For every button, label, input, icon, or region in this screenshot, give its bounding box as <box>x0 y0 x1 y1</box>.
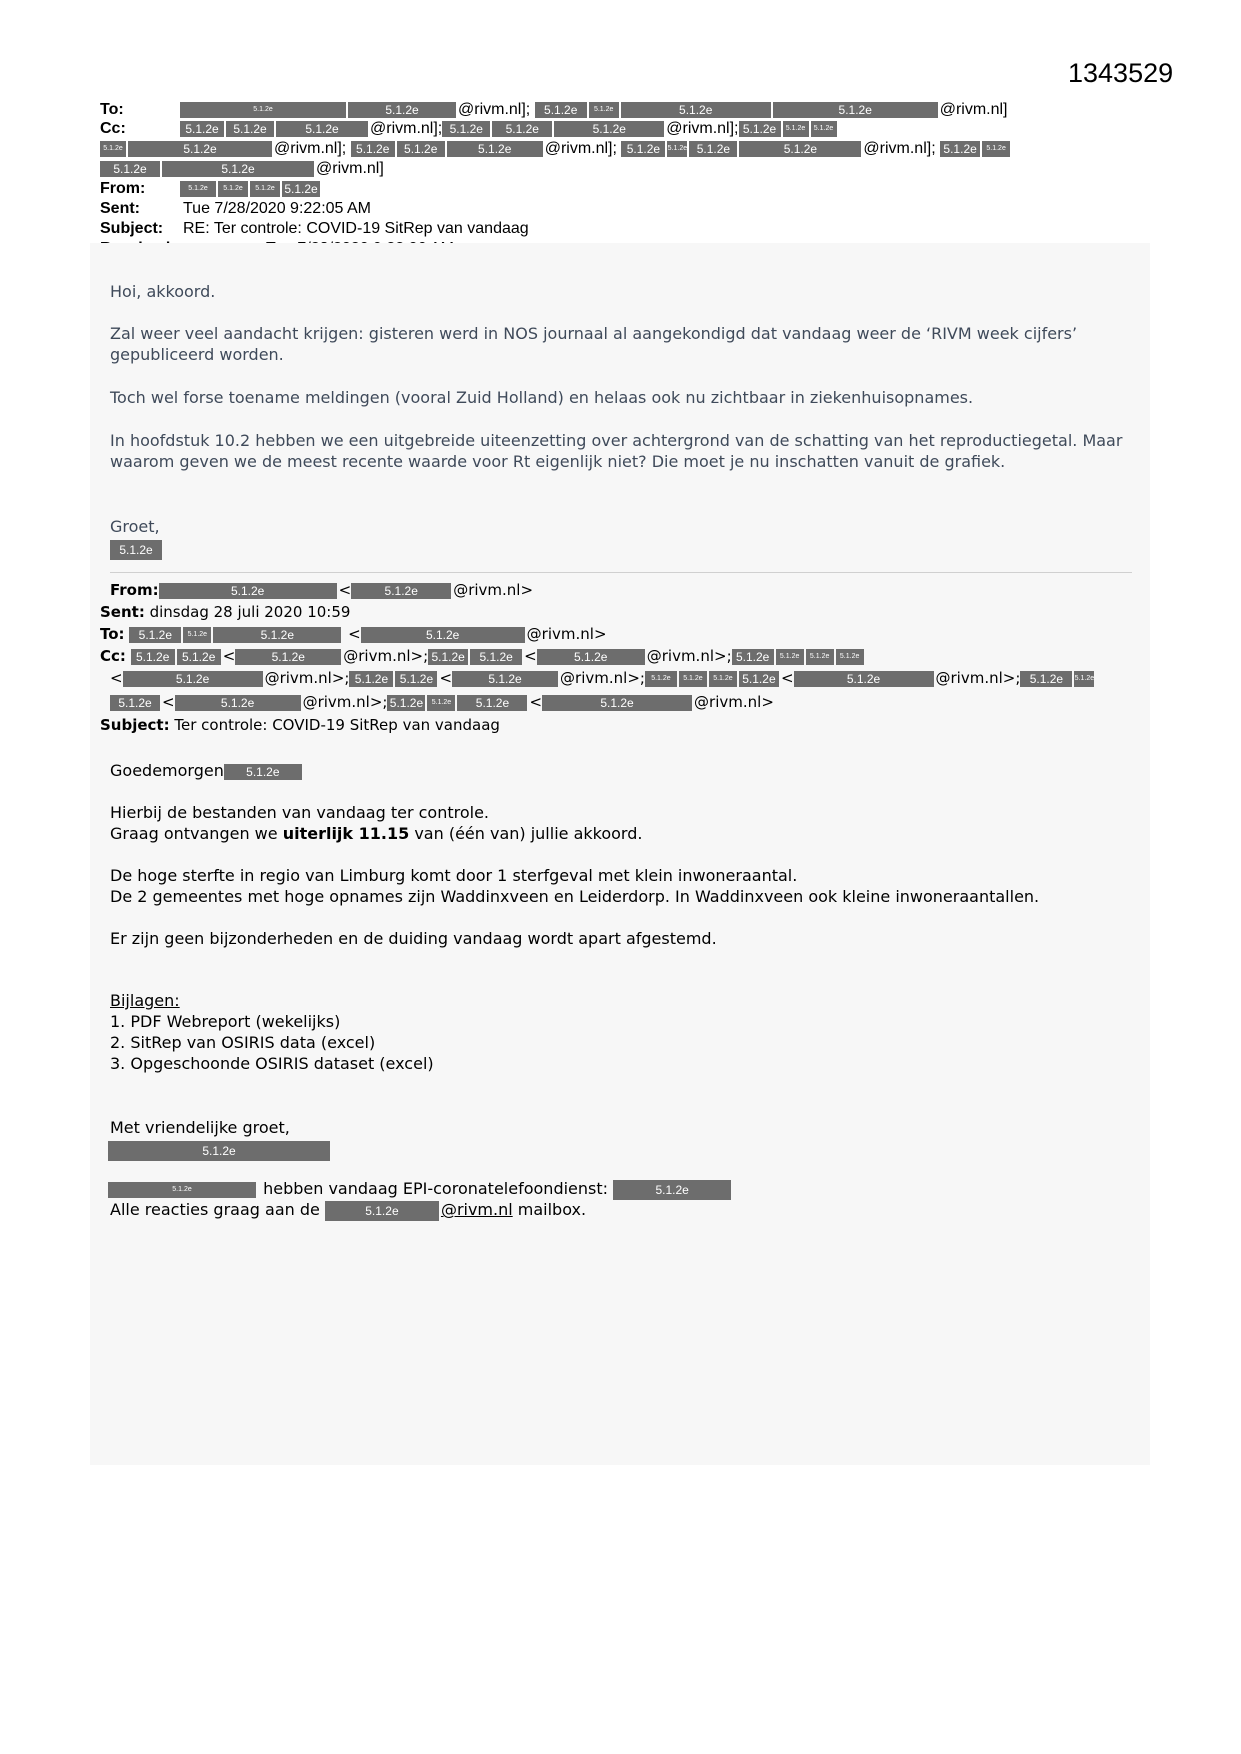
redaction: 5.1.2e <box>1074 671 1094 687</box>
redaction: 5.1.2e <box>732 649 774 665</box>
greeting-text: Goedemorgen <box>110 761 224 780</box>
forwarded-sent-label: Sent: <box>100 603 145 621</box>
email-domain: @rivm.nl> <box>453 581 534 599</box>
redaction: 5.1.2e <box>689 141 737 157</box>
email-domain: @rivm.nl]; <box>458 101 531 118</box>
redaction: 5.1.2e <box>667 141 687 157</box>
redaction: 5.1.2e <box>836 649 864 665</box>
reply-paragraph-3: In hoofdstuk 10.2 hebben we een uitgebreide uiteenzetting over achtergrond van de schatting van het reproductiegetal. Maar waarom geven we de meest recente waarde voor Rt eigenlijk niet? Die moet je nu inschatten vanuit de grafiek. <box>110 431 1123 471</box>
redaction: 5.1.2e <box>739 671 779 687</box>
sent-label: Sent: <box>100 200 140 217</box>
message-line-3: De hoge sterfte in regio van Limburg komt door 1 sterfgeval met klein inwoneraantal. <box>110 866 798 885</box>
header-cc-row-3 <box>100 159 384 178</box>
email-domain: @rivm.nl]; <box>370 120 443 137</box>
redaction: 5.1.2e <box>535 102 587 118</box>
redaction: 5.1.2e <box>397 141 445 157</box>
redaction: 5.1.2e <box>709 671 737 687</box>
redaction: 5.1.2e <box>739 121 781 137</box>
email-domain: @rivm.nl] <box>939 101 1008 118</box>
redaction: 5.1.2e <box>452 671 558 687</box>
line2-post: van (één van) jullie akkoord. <box>409 824 643 843</box>
redaction: 5.1.2e <box>492 121 552 137</box>
redaction: 5.1.2e <box>427 695 455 711</box>
email-domain: @rivm.nl>; <box>560 669 645 687</box>
forwarded-subject-row <box>100 715 500 736</box>
deadline-text: uiterlijk 11.15 <box>282 824 410 843</box>
redaction: 5.1.2e <box>100 141 126 157</box>
redaction: 5.1.2e <box>679 671 707 687</box>
redaction: 5.1.2e <box>276 121 368 137</box>
redaction: 5.1.2e <box>129 627 181 643</box>
mailbox-link[interactable]: @rivm.nl <box>440 1200 513 1219</box>
document-number: 1343529 <box>1068 58 1174 88</box>
reply-signature <box>110 538 164 560</box>
subject-label: Subject: <box>100 220 164 237</box>
redaction: 5.1.2e <box>235 649 341 665</box>
redaction: 5.1.2e <box>131 649 175 665</box>
redaction: 5.1.2e <box>794 671 934 687</box>
redaction: 5.1.2e <box>177 649 221 665</box>
attachment-item[interactable]: 2. SitRep van OSIRIS data (excel) <box>110 1033 376 1052</box>
forwarded-cc-label: Cc: <box>100 647 126 665</box>
forwarded-from-label: From: <box>110 581 159 599</box>
email-domain: @rivm.nl]; <box>274 140 347 157</box>
redaction: 5.1.2e <box>542 695 692 711</box>
redaction: 5.1.2e <box>442 121 490 137</box>
redaction: 5.1.2e <box>589 102 619 118</box>
redaction: 5.1.2e <box>282 181 320 197</box>
message-line-2 <box>110 823 642 844</box>
sign-off: Met vriendelijke groet, <box>110 1118 290 1137</box>
email-domain: @rivm.nl>; <box>935 669 1021 687</box>
sender-name <box>108 1139 332 1161</box>
header-from-row <box>100 179 322 198</box>
redaction: 5.1.2e <box>226 121 274 137</box>
redaction: 5.1.2e <box>325 1201 439 1221</box>
redaction: 5.1.2e <box>806 649 834 665</box>
attachments-label: Bijlagen: <box>110 991 180 1010</box>
redaction: 5.1.2e <box>128 141 272 157</box>
redaction: 5.1.2e <box>162 161 314 177</box>
email-domain: @rivm.nl]; <box>666 120 739 137</box>
redaction: 5.1.2e <box>428 649 468 665</box>
sent-value: Tue 7/28/2020 9:22:05 AM <box>183 200 371 217</box>
redaction: 5.1.2e <box>773 102 938 118</box>
redaction: 5.1.2e <box>395 671 437 687</box>
attachment-item[interactable]: 3. Opgeschoonde OSIRIS dataset (excel) <box>110 1054 434 1073</box>
redaction: 5.1.2e <box>180 181 216 197</box>
forwarded-subject-value: Ter controle: COVID-19 SitRep van vandaag <box>174 716 500 734</box>
forwarded-cc-row-3: 5.1.2e < 5.1.2e @rivm.nl>; 5.1.2e 5.1.2e 5.1.2e < 5.1.2e @rivm.nl> <box>110 692 774 713</box>
email-domain: @rivm.nl>; <box>302 693 388 711</box>
message-line-1: Hierbij de bestanden van vandaag ter controle. <box>110 803 489 822</box>
header-sent-row <box>100 199 371 218</box>
redaction: 5.1.2e <box>351 141 395 157</box>
phone-duty-line <box>108 1178 733 1200</box>
redaction: 5.1.2e <box>457 695 527 711</box>
message-body-background <box>90 243 1150 1465</box>
forwarded-subject-label: Subject: <box>100 716 170 734</box>
reactions-text: Alle reacties graag aan de <box>110 1200 320 1219</box>
message-greeting <box>110 760 304 781</box>
email-domain: @rivm.nl> <box>694 693 774 711</box>
redaction: 5.1.2e <box>537 649 645 665</box>
email-domain: @rivm.nl>; <box>646 647 732 665</box>
reactions-post: mailbox. <box>512 1200 587 1219</box>
email-domain: @rivm.nl>; <box>343 647 429 665</box>
redaction: 5.1.2e <box>348 102 456 118</box>
redaction: 5.1.2e <box>108 1182 256 1198</box>
email-domain: @rivm.nl]; <box>863 140 936 157</box>
header-cc-row <box>100 119 839 138</box>
redaction: 5.1.2e <box>470 649 522 665</box>
reply-greeting: Hoi, akkoord. <box>110 282 216 301</box>
forwarded-to-label: To: <box>100 625 125 643</box>
redaction: 5.1.2e <box>250 181 280 197</box>
reply-paragraph-1: Zal weer veel aandacht krijgen: gisteren werd in NOS journaal al aangekondigd dat vandaag weer de ‘RIVM week cijfers’ gepubliceerd worden. <box>110 324 1078 364</box>
redaction: 5.1.2e <box>180 102 346 118</box>
redaction: 5.1.2e <box>213 627 341 643</box>
redaction: 5.1.2e <box>1020 671 1072 687</box>
redaction: 5.1.2e <box>447 141 543 157</box>
forwarded-sent-row <box>100 602 350 623</box>
phone-duty-text: hebben vandaag EPI-coronatelefoondienst: <box>263 1179 609 1198</box>
reply-paragraph-2: Toch wel forse toename meldingen (vooral Zuid Holland) en helaas ook nu zichtbaar in ziekenhuisopnames. <box>110 388 974 407</box>
redaction: 5.1.2e <box>739 141 861 157</box>
redaction: 5.1.2e <box>811 121 837 137</box>
header-cc-row-2 <box>100 139 1012 158</box>
reactions-line <box>110 1199 586 1221</box>
subject-value: RE: Ter controle: COVID-19 SitRep van vandaag <box>183 220 529 237</box>
redaction: 5.1.2e <box>183 627 211 643</box>
redaction: 5.1.2e <box>621 102 771 118</box>
redaction: 5.1.2e <box>940 141 980 157</box>
forwarded-sent-value: dinsdag 28 juli 2020 10:59 <box>149 603 351 621</box>
redaction: 5.1.2e <box>159 583 337 599</box>
redaction: 5.1.2e <box>180 121 224 137</box>
from-label: From: <box>100 180 146 197</box>
redaction: 5.1.2e <box>224 764 302 780</box>
redaction: 5.1.2e <box>351 583 451 599</box>
redaction: 5.1.2e <box>387 695 425 711</box>
redaction: 5.1.2e <box>218 181 248 197</box>
redaction: 5.1.2e <box>783 121 809 137</box>
redaction: 5.1.2e <box>613 1180 731 1200</box>
header-to-row <box>100 100 1008 119</box>
redaction: 5.1.2e <box>100 161 160 177</box>
email-domain: @rivm.nl] <box>316 160 384 177</box>
forwarded-cc-row-2: < 5.1.2e @rivm.nl>; 5.1.2e 5.1.2e < 5.1.2e @rivm.nl>; 5.1.2e 5.1.2e 5.1.2e 5.1.2e < 5.1.2e @rivm.nl>; 5.1.2e 5.1.2e <box>110 669 1095 687</box>
forwarded-to-row: To: 5.1.2e 5.1.2e 5.1.2e < 5.1.2e @rivm.nl> <box>100 625 607 643</box>
redaction: 5.1.2e <box>110 695 160 711</box>
redaction: 5.1.2e <box>554 121 664 137</box>
message-separator <box>110 572 1132 573</box>
to-label: To: <box>100 101 124 118</box>
redaction: 5.1.2e <box>175 695 301 711</box>
cc-label: Cc: <box>100 120 126 137</box>
redaction: 5.1.2e <box>123 671 263 687</box>
line2-pre: Graag ontvangen we <box>110 824 283 843</box>
redaction: 5.1.2e <box>361 627 525 643</box>
redaction: 5.1.2e <box>982 141 1010 157</box>
email-domain: @rivm.nl]; <box>544 140 617 157</box>
email-domain: @rivm.nl> <box>526 625 607 643</box>
redaction: 5.1.2e <box>621 141 665 157</box>
reply-closing: Groet, <box>110 517 160 536</box>
forwarded-from-row: From: 5.1.2e < 5.1.2e @rivm.nl> <box>110 581 534 599</box>
redaction: 5.1.2e <box>108 1141 330 1161</box>
message-line-5: Er zijn geen bijzonderheden en de duiding vandaag wordt apart afgestemd. <box>110 929 717 948</box>
redaction: 5.1.2e <box>349 671 393 687</box>
redaction: 5.1.2e <box>776 649 804 665</box>
message-line-4: De 2 gemeentes met hoge opnames zijn Waddinxveen en Leiderdorp. In Waddinxveen ook kleine inwoneraantallen. <box>110 887 1040 906</box>
attachment-item[interactable]: 1. PDF Webreport (wekelijks) <box>110 1012 341 1031</box>
redaction: 5.1.2e <box>110 540 162 560</box>
header-subject-row <box>100 219 529 238</box>
forwarded-cc-row: Cc: 5.1.2e 5.1.2e < 5.1.2e @rivm.nl>; 5.1.2e 5.1.2e < 5.1.2e @rivm.nl>; 5.1.2e 5.1.2e 5.1.2e 5.1.2e <box>100 646 866 667</box>
email-domain: @rivm.nl>; <box>264 669 350 687</box>
redaction: 5.1.2e <box>645 671 677 687</box>
